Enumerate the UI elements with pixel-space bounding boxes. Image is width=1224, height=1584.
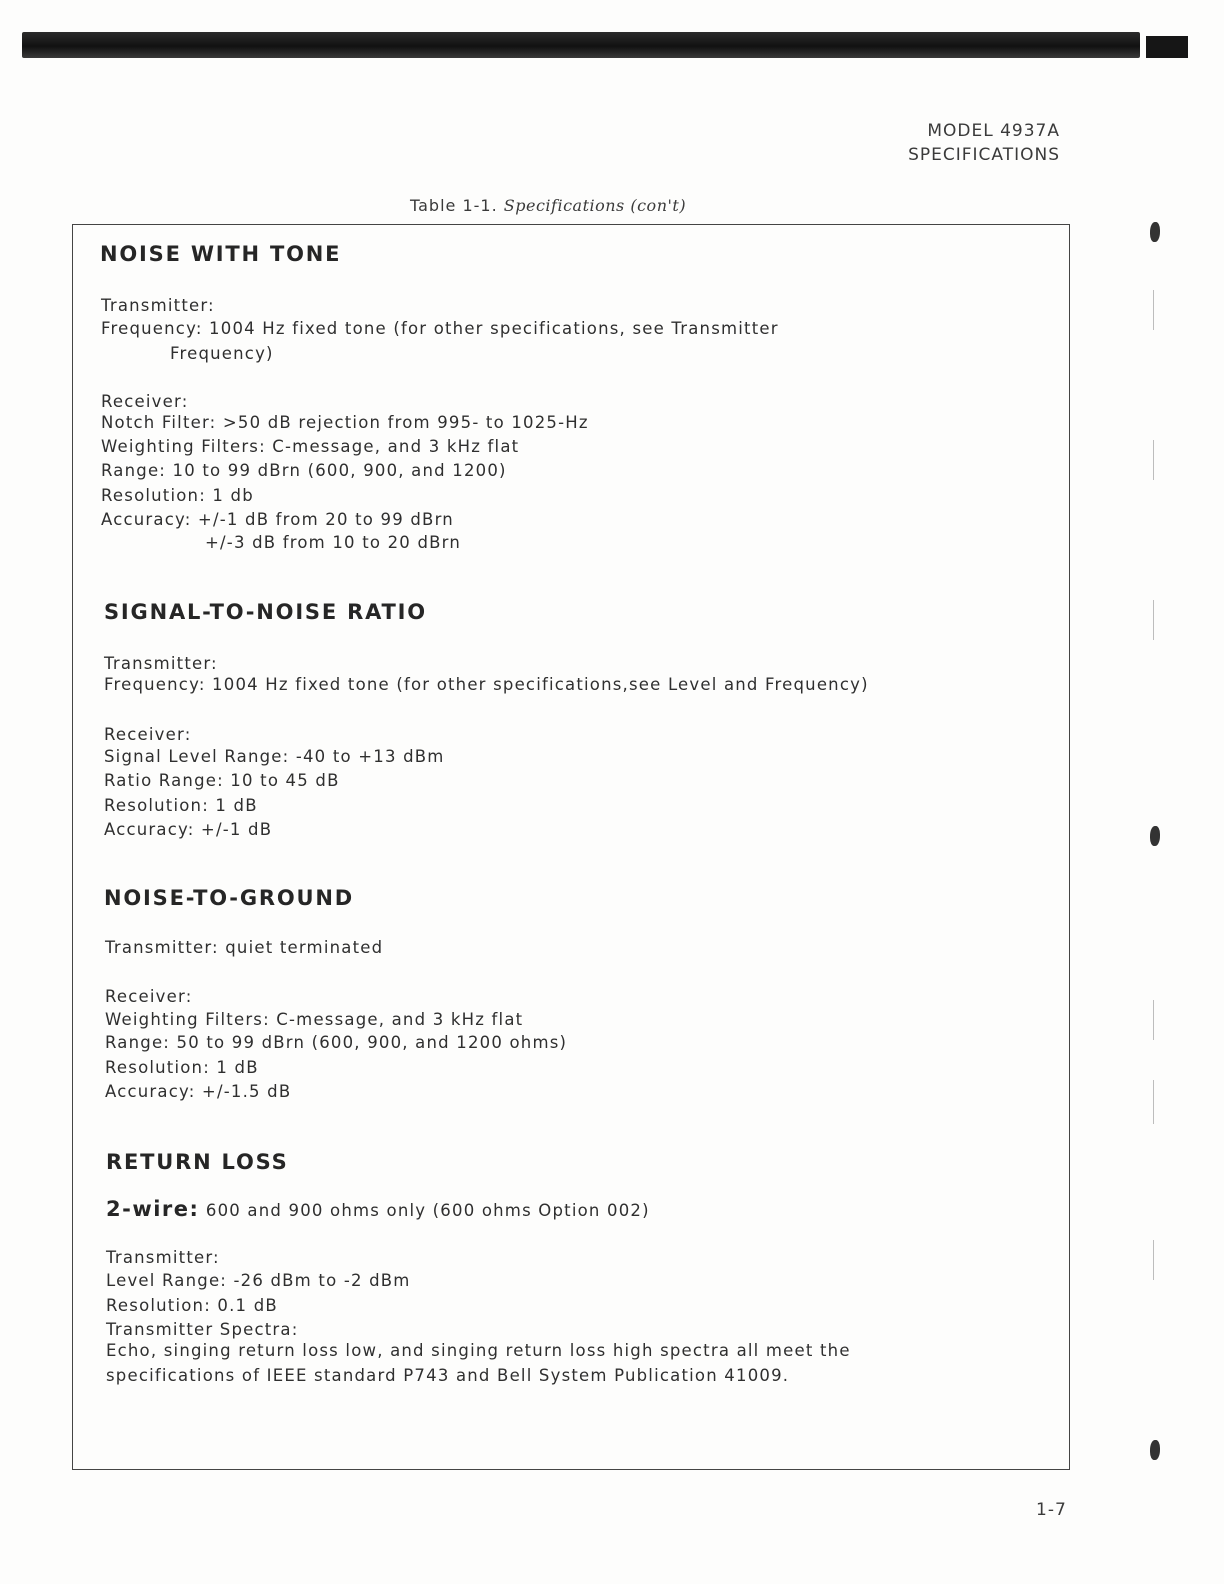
spec-line: Receiver: <box>101 392 189 411</box>
spec-line: +/-3 dB from 10 to 20 dBrn <box>205 533 461 552</box>
spec-line: Accuracy: +/-1 dB <box>104 820 273 839</box>
spec-line: Frequency: 1004 Hz fixed tone (for other specifications,see Level and Frequency) <box>104 675 869 694</box>
edge-tick <box>1153 1240 1154 1280</box>
spec-line: specifications of IEEE standard P743 and Bell System Publication 41009. <box>106 1366 790 1385</box>
spec-line: Range: 10 to 99 dBrn (600, 900, and 1200) <box>101 461 507 480</box>
spec-line: Transmitter: <box>104 654 218 673</box>
scan-top-bar-end <box>1146 36 1188 58</box>
spec-line: Transmitter: <box>106 1248 220 1267</box>
table-number: Table 1-1. <box>410 196 498 215</box>
spec-line: Resolution: 1 dB <box>105 1058 259 1077</box>
spec-line: Receiver: <box>105 987 193 1006</box>
spec-line: Range: 50 to 99 dBrn (600, 900, and 1200 ohms) <box>105 1033 568 1052</box>
two-wire-label: 2-wire: <box>106 1197 200 1221</box>
binding-hole-mark <box>1150 826 1160 846</box>
edge-tick <box>1153 440 1154 480</box>
edge-tick <box>1153 1000 1154 1040</box>
header-section: SPECIFICATIONS <box>908 145 1060 165</box>
table-caption <box>410 196 686 215</box>
section-title-return-loss: RETURN LOSS <box>106 1150 289 1174</box>
edge-tick <box>1153 600 1154 640</box>
page-number: 1-7 <box>1036 1500 1067 1520</box>
spec-line: Signal Level Range: -40 to +13 dBm <box>104 747 445 766</box>
scan-top-bar <box>22 32 1140 58</box>
edge-tick <box>1153 1080 1154 1124</box>
spec-line: Weighting Filters: C-message, and 3 kHz flat <box>105 1010 524 1029</box>
section-title-noise-to-ground: NOISE-TO-GROUND <box>104 886 354 910</box>
two-wire-text: 600 and 900 ohms only (600 ohms Option 002) <box>205 1201 650 1220</box>
spec-line: Ratio Range: 10 to 45 dB <box>104 771 340 790</box>
spec-line: Weighting Filters: C-message, and 3 kHz flat <box>101 437 520 456</box>
header-model: MODEL 4937A <box>927 121 1060 141</box>
table-title: Specifications (con't) <box>503 196 687 215</box>
spec-line: Resolution: 0.1 dB <box>106 1296 278 1315</box>
spec-line: Resolution: 1 db <box>101 486 254 505</box>
two-wire-line <box>106 1197 650 1221</box>
spec-line: Echo, singing return loss low, and singing return loss high spectra all meet the <box>106 1341 851 1360</box>
spec-line: Frequency: 1004 Hz fixed tone (for other specifications, see Transmitter <box>101 319 779 338</box>
spec-line: Receiver: <box>104 725 192 744</box>
spec-line: Notch Filter: >50 dB rejection from 995- to 1025-Hz <box>101 413 589 432</box>
spec-line: Transmitter Spectra: <box>106 1320 299 1339</box>
spec-line: Resolution: 1 dB <box>104 796 258 815</box>
binding-hole-mark <box>1150 222 1160 242</box>
spec-line: Frequency) <box>170 344 274 363</box>
spec-line: Accuracy: +/-1.5 dB <box>105 1082 292 1101</box>
edge-tick <box>1153 290 1154 330</box>
spec-line: Accuracy: +/-1 dB from 20 to 99 dBrn <box>101 510 454 529</box>
binding-hole-mark <box>1150 1440 1160 1460</box>
spec-line: Level Range: -26 dBm to -2 dBm <box>106 1271 411 1290</box>
spec-line: Transmitter: quiet terminated <box>105 938 384 957</box>
spec-line: Transmitter: <box>101 296 215 315</box>
section-title-signal-to-noise: SIGNAL-TO-NOISE RATIO <box>104 600 427 624</box>
section-title-noise-with-tone: NOISE WITH TONE <box>100 242 342 266</box>
